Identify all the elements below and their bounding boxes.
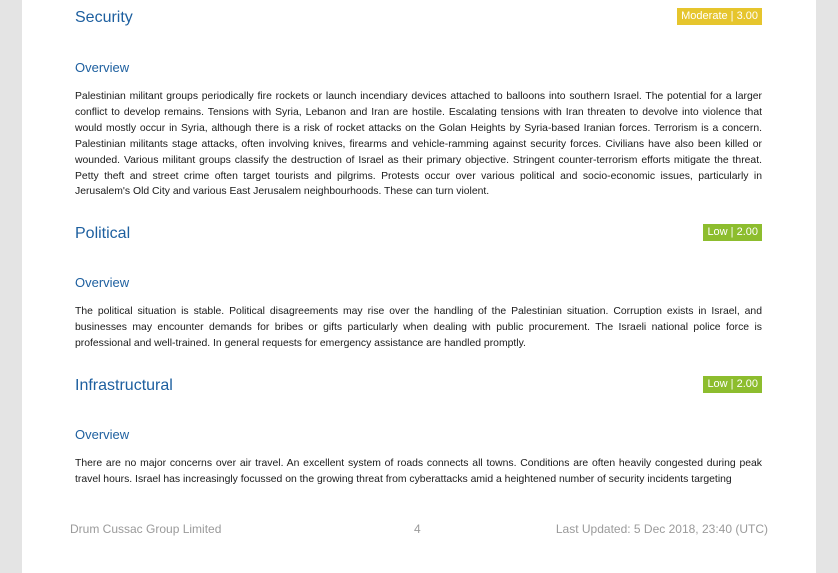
risk-badge-security: Moderate | 3.00 [677, 8, 762, 25]
paragraph-infrastructural: There are no major concerns over air travel. An excellent system of roads connects all towns. Conditions are often heavily congested during peak travel hours. Israel has increasingly focussed on the growing threat from cyberattacks amid a heightened number of security incidents targeting [75, 458, 762, 485]
paragraph-security: Palestinian militant groups periodically fire rockets or launch incendiary devices attached to balloons into southern Israel. The potential for a larger conflict to develop remains. Tensions with Syria, Lebanon and Iran are hostile. Escalating tensions with Iran threaten to devolve into violence that would mostly occur in Syria, although there is a risk of rocket attacks on the Golan Heights by Syria-based Iranian forces. Terrorism is a concern. Palestinian militants stage attacks, often involving knives, firearms and vehicle-ramming against security forces. Civilians have also been killed or wounded. Various militant groups classify the destruction of Israel as their primary objective. Stringent counter-terrorism efforts mitigate the threat. Petty theft and street crime often target tourists and pilgrims. Protests occur over various political and socio-economic issues, particularly in Jerusalem's Old City and various East Jerusalem neighbourhoods. These can turn violent. [75, 91, 762, 198]
paragraph-political: The political situation is stable. Political disagreements may rise over the handling of the Palestinian situation. Corruption exists in Israel, and businesses may encounter demands for bribes or gifts particularly when dealing with public procurement. The Israeli national police force is professional and well-trained. In general requests for emergency assistance are handled promptly. [75, 306, 762, 349]
subheading-political-overview: Overview [75, 275, 130, 290]
footer-page-number: 4 [414, 522, 421, 536]
section-title-political: Political [75, 225, 131, 242]
subheading-security-overview: Overview [75, 60, 130, 75]
footer-last-updated: Last Updated: 5 Dec 2018, 23:40 (UTC) [555, 522, 768, 536]
footer-company: Drum Cussac Group Limited [70, 522, 222, 536]
document-page [22, 0, 816, 573]
section-title-infrastructural: Infrastructural [75, 377, 173, 394]
section-title-security: Security [75, 9, 133, 26]
risk-badge-political: Low | 2.00 [703, 224, 762, 241]
risk-badge-infrastructural: Low | 2.00 [703, 376, 762, 393]
subheading-infrastructural-overview: Overview [75, 427, 130, 442]
